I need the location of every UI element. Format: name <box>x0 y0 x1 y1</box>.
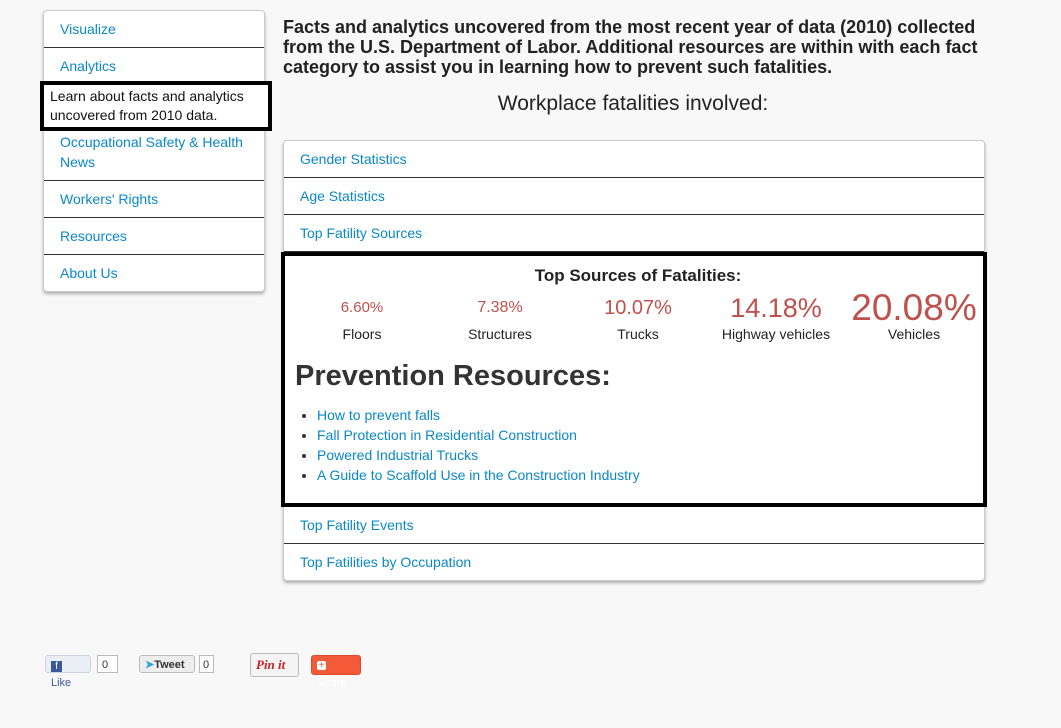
sidebar-link[interactable]: Resources <box>60 228 127 244</box>
facebook-icon: f <box>51 661 62 672</box>
sources-title: Top Sources of Fatalities: <box>534 266 742 285</box>
stat-trucks <box>569 290 707 342</box>
tweet-label: Tweet <box>154 659 185 671</box>
prevention-link[interactable]: Powered Industrial Trucks <box>317 447 479 463</box>
stat-value: 20.08% <box>851 287 977 328</box>
sidebar-link[interactable]: About Us <box>60 265 118 281</box>
sidebar-nav <box>43 10 265 292</box>
plus-icon: + <box>318 660 325 671</box>
prevention-link[interactable]: A Guide to Scaffold Use in the Construction Industry <box>317 467 640 483</box>
accordion-link[interactable]: Age Statistics <box>300 188 385 204</box>
prevention-link[interactable]: Fall Protection in Residential Construction <box>317 427 577 443</box>
accordion-age[interactable] <box>284 178 984 215</box>
tweet-button[interactable] <box>139 655 195 673</box>
stat-label: Vehicles <box>887 326 941 342</box>
share-button[interactable] <box>311 655 361 689</box>
share-label: Share <box>317 677 347 689</box>
twitter-icon: ➤ <box>145 659 155 671</box>
sidebar-link[interactable]: Workers' Rights <box>60 191 159 207</box>
stat-label: Structures <box>468 326 532 342</box>
stat-label: Trucks <box>617 326 659 342</box>
pinterest-button[interactable]: Pin it <box>250 653 299 677</box>
prevention-title: Prevention Resources: <box>295 360 611 392</box>
sidebar-item-workers-rights[interactable] <box>44 181 264 218</box>
prevention-link[interactable]: How to prevent falls <box>317 407 440 423</box>
stat-vehicles <box>845 287 983 342</box>
accordion-link[interactable]: Top Fatility Events <box>300 517 414 533</box>
intro-text: Facts and analytics uncovered from the most recent year of data (2010) collected from the U.S. Department of Labor. Additional resources are within with each fact category to assist you in learning how to prevent such fatalities. <box>283 17 978 77</box>
facebook-like-button[interactable] <box>45 655 91 689</box>
stat-value: 7.38% <box>477 299 523 316</box>
sources-panel <box>281 252 987 507</box>
prevention-list <box>293 405 983 485</box>
stat-label: Highway vehicles <box>721 326 831 342</box>
sidebar-item-visualize[interactable] <box>44 11 264 48</box>
accordion-events[interactable] <box>284 507 984 544</box>
accordion-gender[interactable] <box>284 141 984 178</box>
sidebar-link[interactable]: Analytics <box>60 58 117 74</box>
stat-value: 6.60% <box>340 299 384 316</box>
stat-floors <box>293 290 431 342</box>
analytics-tooltip: Learn about facts and analytics uncovered from 2010 data. <box>40 81 272 131</box>
stat-highway <box>707 290 845 342</box>
stat-value: 14.18% <box>730 293 822 323</box>
stat-structures <box>431 290 569 342</box>
accordion-occupation[interactable] <box>284 544 984 580</box>
like-count: 0 <box>97 655 118 673</box>
sidebar-link[interactable]: Visualize <box>60 21 116 37</box>
sidebar-item-about[interactable] <box>44 255 264 291</box>
sidebar-link[interactable]: Occupational Safety & Health News <box>60 134 243 170</box>
like-label: Like <box>51 677 72 689</box>
accordion-sources[interactable] <box>284 215 984 252</box>
sidebar-item-resources[interactable] <box>44 218 264 255</box>
stat-label: Floors <box>342 326 382 342</box>
section-subtitle: Workplace fatalities involved: <box>497 92 769 115</box>
tweet-count: 0 <box>199 655 214 673</box>
fatality-accordion <box>283 140 985 581</box>
accordion-link[interactable]: Top Fatilities by Occupation <box>300 554 472 570</box>
stat-value: 10.07% <box>604 297 672 319</box>
accordion-link[interactable]: Gender Statistics <box>300 151 407 167</box>
accordion-link[interactable]: Top Fatility Sources <box>300 225 423 241</box>
